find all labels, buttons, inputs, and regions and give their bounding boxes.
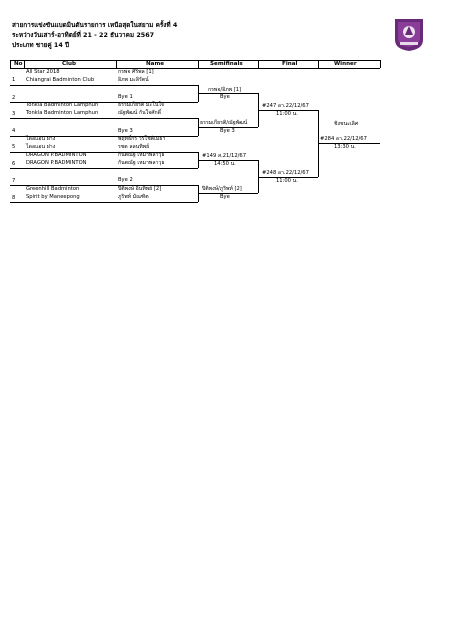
entry-number: 5	[12, 144, 16, 150]
player-name-1: ปิติพงษ์ อินทิพย์ [2]	[118, 186, 162, 192]
header-no: No	[14, 61, 23, 67]
player-name-2: ณัฐพัฒน์ กันใจศักดิ์	[118, 110, 162, 116]
player-name-2: Bye 3	[118, 128, 133, 134]
header-divider	[198, 60, 199, 68]
header-bottom-rule	[10, 68, 380, 69]
club-line-2: ไดอแอน ฝาง	[26, 144, 56, 150]
header-name: Name	[146, 61, 165, 67]
club-line-1: All Star 2018	[26, 69, 60, 75]
winner-match: #284 อา.22/12/67	[320, 136, 367, 142]
final-time: 11:00 น.	[276, 111, 298, 117]
final-time: 11:00 น.	[276, 178, 298, 184]
entry-number: 8	[12, 195, 16, 201]
semifinal-time: 14:50 น.	[214, 161, 236, 167]
semifinal-line	[198, 93, 258, 94]
club-line-2: Spirit by Maneepong	[26, 194, 80, 200]
entry-number: 2	[12, 95, 16, 101]
title-line-2: ระหว่างวันเสาร์-อาทิตย์ที่ 21 - 22 ธันวาคม 2567	[12, 31, 155, 39]
entry-separator	[10, 202, 198, 203]
semifinal-line	[198, 127, 258, 128]
header-semifinals: Semifinals	[210, 61, 243, 67]
entry-separator	[10, 118, 198, 119]
header-final: Final	[282, 61, 298, 67]
semifinal-opponent: Bye	[220, 194, 230, 200]
semifinal-match: #149 ส.21/12/67	[202, 153, 247, 159]
bracket-connector	[318, 110, 319, 177]
entry-number: 3	[12, 111, 16, 117]
player-name-1: พฤทธิ์กร วรโชติเมธา	[118, 136, 166, 142]
header-club: Club	[62, 61, 77, 67]
player-name-1: กรพจ ศิริพล [1]	[118, 69, 154, 75]
header-divider	[258, 60, 259, 68]
final-line	[258, 110, 318, 111]
header-divider	[380, 60, 381, 68]
entry-separator	[10, 185, 198, 186]
winner-label: ชิงชนะเลิศ	[334, 121, 359, 127]
header-divider	[24, 60, 25, 68]
tournament-logo-icon	[394, 18, 424, 52]
club-line-2: Tonkla Badminton Lamphun	[26, 110, 99, 116]
entry-separator	[10, 102, 198, 103]
header-top-rule	[10, 60, 380, 61]
semifinal-line	[198, 160, 258, 161]
player-name-1: กันตณัฐ เหมาพลาวุธ	[118, 152, 165, 158]
club-line-2: DRAGON P.BADMINTON	[26, 160, 87, 166]
entry-separator	[10, 85, 198, 86]
header-divider	[116, 60, 117, 68]
club-line-2: Chiangrai Badminton Club	[26, 77, 95, 83]
player-name-2: รชต ลลนทิพย์	[118, 144, 150, 150]
club-line-1: Tonkla Badminton Lamphun	[26, 102, 99, 108]
entry-separator	[10, 152, 198, 153]
header-divider	[318, 60, 319, 68]
title-line-1: สายการแข่งขันแบดมินตันรายการ เหนือสุดในสยาม ครั้งที่ 4	[12, 21, 178, 29]
winner-time: 13:30 น.	[334, 144, 356, 150]
header-divider	[10, 60, 11, 68]
final-line	[258, 177, 318, 178]
semifinal-opponent: Bye 3	[220, 128, 235, 134]
final-match: #247 อา.22/12/67	[262, 103, 309, 109]
entry-number: 1	[12, 77, 16, 83]
player-name-2: ภูริพท์ มัณฑิต	[118, 194, 149, 200]
entry-separator	[10, 136, 198, 137]
entry-number: 7	[12, 178, 16, 184]
semifinal-winner: ปิติพงษ์/ภูริพท์ [2]	[202, 186, 242, 192]
final-match: #248 อา.22/12/67	[262, 170, 309, 176]
header-winner: Winner	[334, 61, 357, 67]
entry-separator	[10, 168, 198, 169]
player-name-2: Bye 1	[118, 94, 133, 100]
club-line-1: Greenhill Badminton	[26, 186, 80, 192]
player-name-1: ธรรมเกียรติ มะโนใจ	[118, 102, 165, 108]
club-line-1: DRAGON P.BADMINTON	[26, 152, 87, 158]
semifinal-winner: กรพจ/อิภพ [1]	[208, 87, 242, 93]
entry-number: 6	[12, 161, 16, 167]
player-name-2: อิภพ มะลิรัตน์	[118, 77, 149, 83]
semifinal-opponent: Bye	[220, 94, 230, 100]
player-name-2: กันตณัฐ เหมาพลาวุธ	[118, 160, 165, 166]
winner-line	[318, 143, 380, 144]
title-line-3: ประเภท ชายคู่ 14 ปี	[12, 41, 70, 49]
semifinal-winner: ธรรมเกียรติ/ณัฐพัฒน์	[200, 120, 248, 126]
player-name-2: Bye 2	[118, 177, 133, 183]
entry-number: 4	[12, 128, 16, 134]
bracket-connector	[198, 185, 199, 202]
bracket-connector	[198, 85, 199, 102]
semifinal-line	[198, 193, 258, 194]
club-line-1: ไดอแอน ฝาง	[26, 136, 56, 142]
